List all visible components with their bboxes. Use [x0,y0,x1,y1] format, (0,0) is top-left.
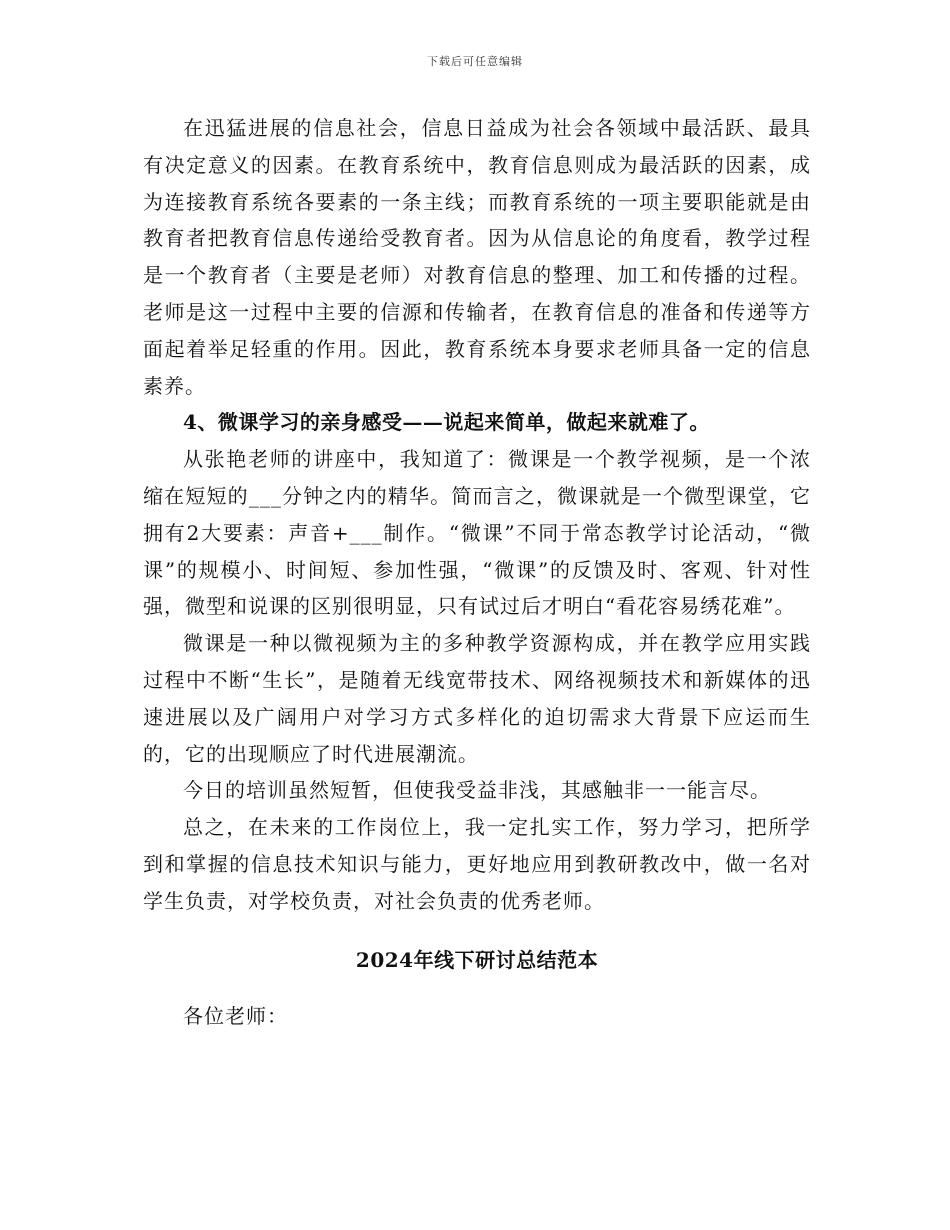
section-heading-microlesson: 4、微课学习的亲身感受——说起来简单，做起来就难了。 [183,410,710,435]
salutation: 各位老师： [183,1004,288,1029]
page-header-note: 下载后可任意编辑 [427,55,523,68]
document-body [143,110,811,1035]
paragraph-microlesson-definition: 微课是一种以微视频为主的多种教学资源构成，并在教学应用实践过程中不断“生长”，是随着无线宽带技术、网络视频技术和新媒体的迅速进展以及广阔用户对学习方式多样化的迫切需求大背景下应运而生的，它的出现顺应了时代进展潮流。 [143,631,811,766]
paragraph-information-society: 在迅猛进展的信息社会，信息日益成为社会各领域中最活跃、最具有决定意义的因素。在教育系统中，教育信息则成为最活跃的因素，成为连接教育系统各要素的一条主线；而教育系统的一项主要职能就是由教育者把教育信息传递给受教育者。因为从信息论的角度看，教学过程是一个教育者（主要是老师）对教育信息的整理、加工和传播的过程。老师是这一过程中主要的信源和传输者，在教育信息的准备和传递等方面起着举足轻重的作用。因此，教育系统本身要求老师具备一定的信息素养。 [143,116,811,398]
document-title: 2024年线下研讨总结范本 [355,947,599,972]
paragraph-training-reflection: 今日的培训虽然短暂，但使我受益非浅，其感触非一一能言尽。 [183,778,771,803]
paragraph-conclusion: 总之，在未来的工作岗位上，我一定扎实工作，努力学习，把所学到和掌握的信息技术知识与能力，更好地应用到教研教改中，做一名对学生负责，对学校负责，对社会负责的优秀老师。 [143,815,811,913]
paragraph-lecture-notes: 从张艳老师的讲座中，我知道了：微课是一个教学视频，是一个浓缩在短短的___分钟之内的精华。简而言之，微课就是一个微型课堂，它拥有2大要素：声音+___制作。“微课”不同于常态教学讨论活动，“微课”的规模小、时间短、参加性强，“微课”的反馈及时、客观、针对性强，微型和说课的区别很明显，只有试过后才明白“看花容易绣花难”。 [143,447,811,619]
